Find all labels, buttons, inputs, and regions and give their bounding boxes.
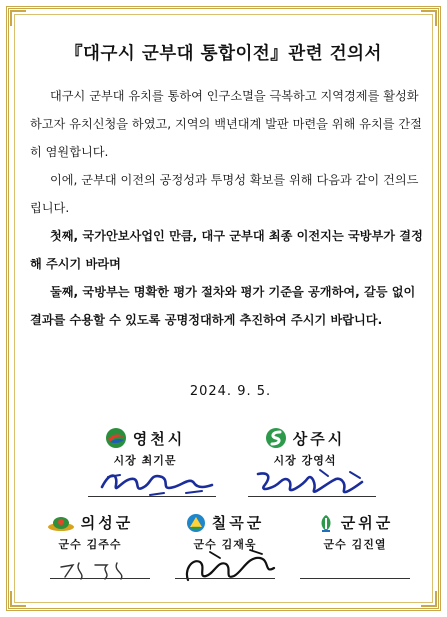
signature-uiseong — [55, 555, 145, 585]
border-corner-bottom-left — [10, 591, 26, 607]
signatory-city: 칠곡군 — [211, 514, 265, 532]
paragraph-intro: 대구시 군부대 유치를 통하여 인구소멸을 극복하고 지역경제를 활성화하고자 유치신청을 하였고, 지역의 백년대계 발판 마련을 위해 유치를 간절히 염원합니다. — [30, 89, 422, 159]
signatory-yeongcheon — [80, 427, 210, 468]
border-corner-bottom-right — [421, 591, 437, 607]
signature-line — [300, 578, 410, 579]
document-date: 2024. 9. 5. — [189, 384, 272, 399]
signatory-role: 군수 김진열 — [323, 538, 387, 551]
signature-sangju — [250, 462, 380, 500]
chilgok-emblem-icon — [186, 513, 206, 533]
signatory-gunwi — [300, 512, 410, 552]
signature-line — [175, 578, 275, 579]
signatory-role: 군수 김주수 — [58, 538, 122, 551]
signature-chilgok — [170, 540, 290, 588]
signature-line — [248, 496, 376, 497]
gunwi-emblem-icon — [317, 513, 335, 533]
signatory-role: 시장 강영석 — [273, 454, 337, 467]
sangju-emblem-icon — [265, 427, 287, 449]
border-corner-top-left — [10, 10, 26, 26]
signatory-city: 군위군 — [340, 514, 394, 532]
signature-line — [50, 578, 150, 579]
paragraph-request: 이에, 군부대 이전의 공정성과 투명성 확보를 위해 다음과 같이 건의드립니다. — [30, 173, 419, 215]
paragraph-first-point: 첫째, 국가안보사업인 만큼, 대구 군부대 최종 이전지는 국방부가 결정해 주시기 바라며 — [30, 229, 423, 271]
yeongcheon-emblem-icon — [105, 427, 127, 449]
border-corner-top-right — [421, 10, 437, 26]
document-body — [30, 82, 428, 334]
signatory-city: 상주시 — [292, 429, 346, 448]
signatory-city: 영천시 — [132, 429, 186, 448]
signatory-role: 시장 최기문 — [113, 454, 177, 467]
signature-line — [88, 496, 216, 497]
paragraph-second-point: 둘째, 국방부는 명확한 평가 절차와 평가 기준을 공개하여, 갈등 없이 결과를 수용할 수 있도록 공명정대하게 추진하여 주시기 바랍니다. — [30, 285, 416, 327]
document-title: 『대구시 군부대 통합이전』관련 건의서 — [65, 44, 382, 64]
uiseong-emblem-icon — [47, 514, 75, 532]
signatory-role: 군수 김재욱 — [193, 538, 257, 551]
signatory-uiseong — [40, 512, 140, 552]
signatory-city: 의성군 — [80, 514, 134, 532]
